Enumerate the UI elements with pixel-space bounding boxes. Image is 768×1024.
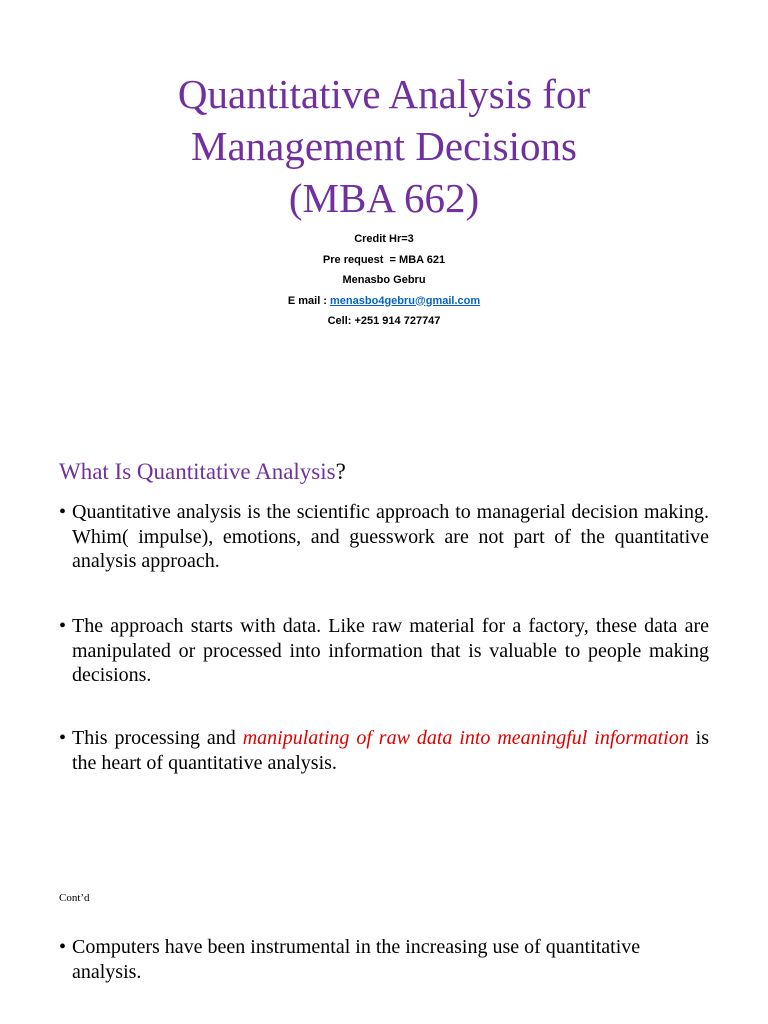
contd-slide (0, 880, 768, 1024)
email-line (0, 291, 768, 312)
bullet-dot: • (59, 727, 67, 749)
bullet-text: Computers have been instrumental in the increasing use of quantitative analysis. (72, 936, 641, 983)
bullet-dot: • (59, 501, 67, 523)
title-line-1: Quantitative Analysis for (177, 71, 591, 117)
bullet-text: Quantitative analysis is the scientific approach to managerial decision making. Whim( impulse), emotions, and guesswork are not part of the quantitative analysis approach. (72, 501, 709, 572)
list-item (59, 614, 709, 688)
bullet-text-plain-end: is the heart of quantitative analysis. (72, 727, 714, 774)
bullet-dot: • (59, 936, 67, 958)
page-title (0, 68, 768, 224)
bullet-text-plain: This processing and (72, 727, 243, 749)
definition-slide (0, 440, 768, 860)
slide-heading: Cont’d (59, 892, 90, 904)
list-item (59, 935, 709, 984)
author-name: Menasbo Gebru (342, 274, 426, 286)
email-link[interactable]: menasbo4gebru@gmail.com (330, 294, 481, 307)
title-line-3: (MBA 662) (288, 175, 480, 221)
list-item (59, 500, 709, 574)
bullet-text: The approach starts with data. Like raw material for a factory, these data are manipulated or processed into information that is valuable to people making decisions. (72, 615, 709, 686)
heading-text: What Is Quantitative Analysis (59, 459, 336, 484)
title-slide (0, 0, 768, 420)
title-line-2: Management Decisions (191, 123, 577, 169)
list-item (59, 726, 714, 775)
email-label: E mail : (287, 294, 331, 307)
prerequisite: Pre request = MBA 621 (322, 253, 446, 266)
bullet-text (72, 726, 714, 775)
bullet-text-emphasis: manipulating of raw data into meaningful information (242, 727, 689, 749)
heading-question-mark: ? (335, 459, 346, 484)
cell-number: Cell: +251 914 727747 (327, 315, 441, 327)
credit-hours: Credit Hr=3 (354, 233, 414, 245)
bullet-dot: • (59, 615, 67, 637)
course-info (0, 229, 768, 332)
slide-heading (59, 458, 346, 486)
